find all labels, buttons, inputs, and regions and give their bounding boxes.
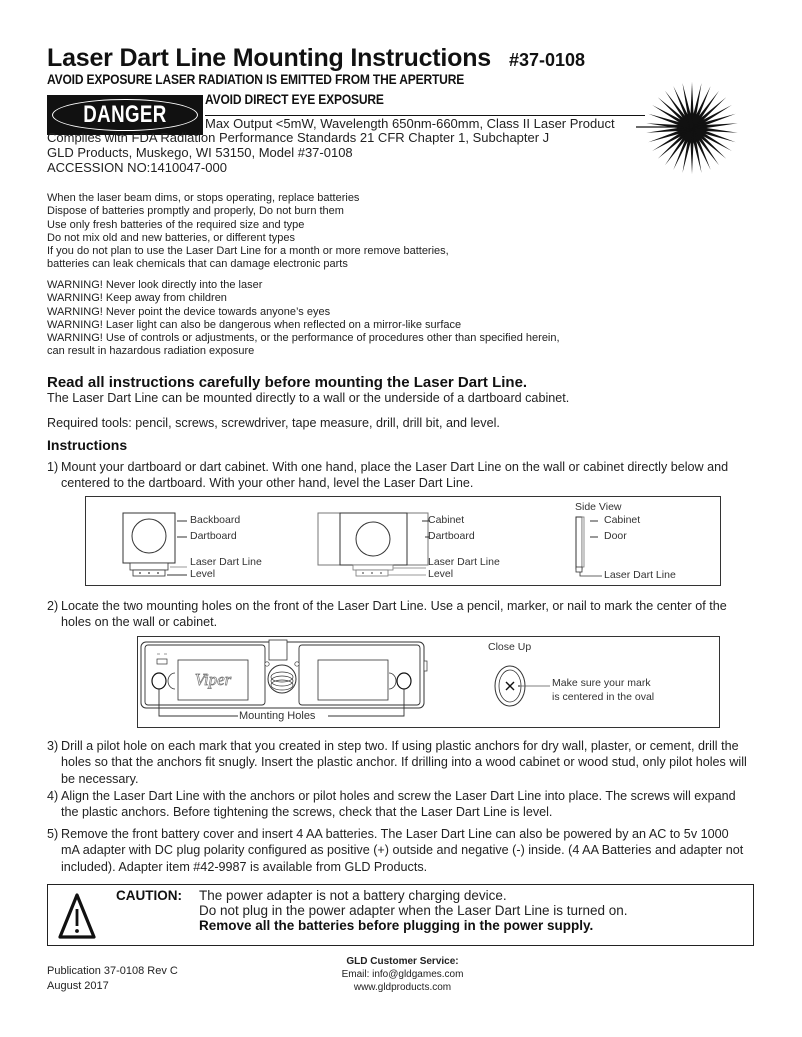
danger-text: DANGER xyxy=(83,101,167,128)
read-instructions-heading: Read all instructions carefully before mounting the Laser Dart Line. xyxy=(47,374,528,391)
step-1 xyxy=(47,459,747,492)
closeup-note-line-1: Make sure your mark xyxy=(552,677,651,689)
label-mounting-holes: Mounting Holes xyxy=(239,710,316,722)
caution-line-2: Do not plug in the power adapter when the Laser Dart Line is turned on. xyxy=(199,903,628,918)
warning-line: WARNING! Laser light can also be dangerous when reflected on a mirror-like surface xyxy=(47,318,462,331)
label-backboard: Backboard xyxy=(190,514,241,526)
battery-note: Dispose of batteries promptly and properly, Do not burn them xyxy=(47,205,344,218)
caution-line-3: Remove all the batteries before plugging in the power supply. xyxy=(199,918,594,933)
step-number: 1) xyxy=(47,460,59,474)
page-title: Laser Dart Line Mounting Instructions xyxy=(47,44,492,72)
label-laser-dart-line: Laser Dart Line xyxy=(428,556,500,568)
customer-service-website[interactable]: www.gldproducts.com xyxy=(353,982,452,993)
battery-notes xyxy=(47,192,449,272)
eye-exposure-warning: AVOID DIRECT EYE EXPOSURE xyxy=(205,91,384,107)
mounting-position-figure xyxy=(85,496,721,586)
aperture-warning: AVOID EXPOSURE LASER RADIATION IS EMITTED FROM THE APERTURE xyxy=(47,71,465,87)
label-door: Door xyxy=(604,530,627,542)
battery-note: When the laser beam dims, or stops operating, replace batteries xyxy=(47,192,360,204)
mounting-options-text: The Laser Dart Line can be mounted directly to a wall or the underside of a dartboard cabinet. xyxy=(47,391,570,405)
laser-starburst-icon xyxy=(636,76,740,180)
step-number: 5) xyxy=(47,827,59,841)
instructions-heading: Instructions xyxy=(47,437,128,453)
spec-output: Max Output <5mW, Wavelength 650nm-660mm, Class II Laser Product xyxy=(205,116,615,131)
warning-line: WARNING! Keep away from children xyxy=(47,292,227,305)
publication-date: August 2017 xyxy=(47,980,109,992)
label-side-view: Side View xyxy=(575,501,622,513)
step-text: Locate the two mounting holes on the front of the Laser Dart Line. Use a pencil, marker, or nail to mark the center of the holes on the wall or cabinet. xyxy=(61,599,727,630)
caution-line-1: The power adapter is not a battery charging device. xyxy=(199,888,507,903)
step-5 xyxy=(47,826,747,875)
mounting-holes-figure xyxy=(137,636,720,728)
caution-label: CAUTION: xyxy=(116,888,182,903)
warning-line: WARNING! Never look directly into the laser xyxy=(47,279,263,291)
step-3 xyxy=(47,738,747,787)
spec-manufacturer: GLD Products, Muskego, WI 53150, Model #37-0108 xyxy=(47,145,353,160)
step-number: 2) xyxy=(47,599,59,613)
laser-warnings xyxy=(47,279,560,359)
warning-line: can result in hazardous radiation exposure xyxy=(47,345,255,358)
spec-fda: Complies with FDA Radiation Performance Standards 21 CFR Chapter 1, Subchapter J xyxy=(47,130,550,145)
spec-accession: ACCESSION NO:1410047-000 xyxy=(47,160,227,175)
label-close-up: Close Up xyxy=(488,641,532,653)
required-tools-text: Required tools: pencil, screws, screwdriver, tape measure, drill, drill bit, and level. xyxy=(47,416,500,430)
label-laser-dart-line: Laser Dart Line xyxy=(190,556,262,568)
model-number: #37-0108 xyxy=(509,50,586,70)
step-text: Mount your dartboard or dart cabinet. With one hand, place the Laser Dart Line on the wall or cabinet directly below and centered to the dartboard. With your other hand, level the Laser Dart Line. xyxy=(61,460,729,491)
step-4 xyxy=(47,788,747,821)
step-text: Remove the front battery cover and insert 4 AA batteries. The Laser Dart Line can also be powered by an AC to 5v 1000 mA adapter with DC plug polarity configured as positive (+) outside and negative (-) inside. (4 AA Batteries and adapter not included). Adapter item #42-9987 is available from GLD Products. xyxy=(61,827,744,874)
closeup-note-line-2: is centered in the oval xyxy=(552,691,655,703)
step-2 xyxy=(47,598,747,631)
warning-line: WARNING! Never point the device towards anyone’s eyes xyxy=(47,305,331,318)
step-text: Align the Laser Dart Line with the anchors or pilot holes and screw the Laser Dart Line into place. The screws will expand the plastic anchors. Before tightening the screws, check that the Laser Dart Line is level. xyxy=(61,789,736,820)
label-cabinet: Cabinet xyxy=(428,514,465,526)
battery-note: Use only fresh batteries of the required size and type xyxy=(47,218,305,231)
battery-note: batteries can leak chemicals that can damage electronic parts xyxy=(47,258,348,271)
battery-note: If you do not plan to use the Laser Dart Line for a month or more remove batteries, xyxy=(47,245,449,258)
publication-number: Publication 37-0108 Rev C xyxy=(47,965,178,977)
customer-service-heading: GLD Customer Service: xyxy=(346,956,459,967)
label-level: Level xyxy=(428,568,454,580)
step-number: 3) xyxy=(47,739,59,753)
warning-line: WARNING! Use of controls or adjustments, or the performance of procedures other than specified herein, xyxy=(47,332,560,345)
warning-triangle-icon xyxy=(57,892,97,940)
label-level: Level xyxy=(190,568,216,580)
svg-text:Viper: Viper xyxy=(194,670,232,689)
label-dartboard: Dartboard xyxy=(428,530,475,542)
danger-label xyxy=(47,95,203,135)
customer-service-email[interactable]: Email: info@gldgames.com xyxy=(341,969,464,980)
label-dartboard: Dartboard xyxy=(190,530,237,542)
step-text: Drill a pilot hole on each mark that you created in step two. If using plastic anchors for dry wall, plaster, or cement, drill the holes so that the anchors fit snugly. Insert the plastic anchor. If drilling into a wood cabinet or wood stud, only pilot holes will be necessary. xyxy=(61,739,747,786)
label-side-laser: Laser Dart Line xyxy=(604,569,676,581)
battery-note: Do not mix old and new batteries, or different types xyxy=(47,231,296,244)
label-side-cabinet: Cabinet xyxy=(604,514,641,526)
step-number: 4) xyxy=(47,789,59,803)
